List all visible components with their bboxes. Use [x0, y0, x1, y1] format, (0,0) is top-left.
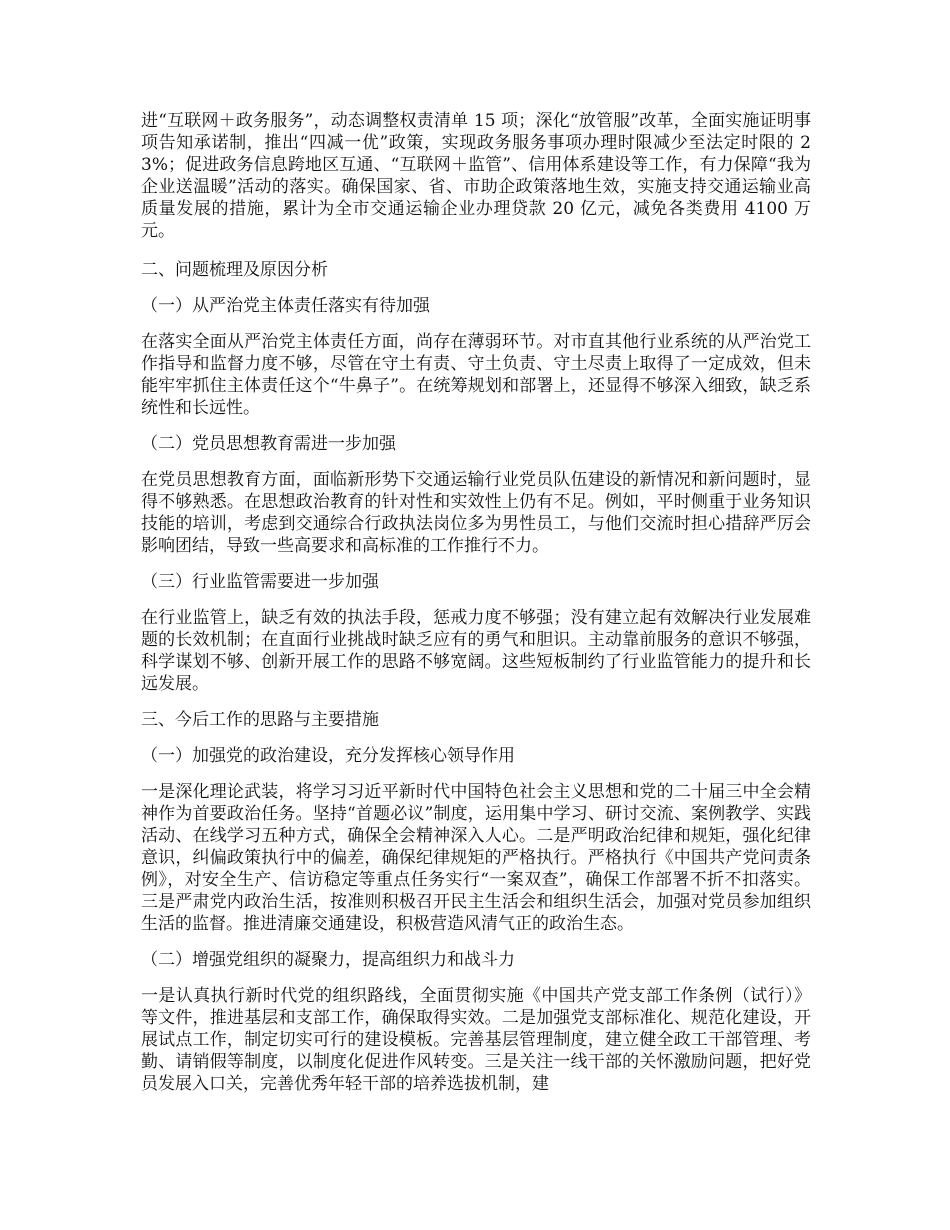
section-heading-problems: 二、问题梳理及原因分析 [141, 260, 328, 280]
paragraph-party-responsibility: 在落实全面从严治党主体责任方面，尚存在薄弱环节。对市直其他行业系统的从严治党工作指导和监督力度不够，尽管在守土有责、守土负责、守土尽责上取得了一定成效，但未能牢牢抓住主体责任这个“牛鼻子”。在统筹规划和部署上，还显得不够深入细致，缺乏系统性和长远性。 [141, 332, 811, 418]
document-page [141, 110, 811, 1109]
section-heading-future-measures: 三、今后工作的思路与主要措施 [141, 710, 379, 730]
paragraph-ideological-education: 在党员思想教育方面，面临新形势下交通运输行业党员队伍建设的新情况和新问题时，显得不够熟悉。在思想政治教育的针对性和实效性上仍有不足。例如，平时侧重于业务知识技能的培训，考虑到交通综合行政执法岗位多为男性员工，与他们交流时担心措辞严厉会影响团结，导致一些高要求和高标准的工作推行不力。 [141, 470, 811, 556]
subheading-organization-cohesion: （二）增强党组织的凝聚力，提高组织力和战斗力 [141, 950, 515, 970]
paragraph-government-services: 进“互联网＋政务服务”，动态调整权责清单 15 项；深化“放管服”改革，全面实施证明事项告知承诺制，推出“四减一优”政策，实现政务服务事项办理时限减少至法定时限的 23%；促进政务信息跨地区互通、“互联网＋监管”、信用体系建设等工作，有力保障“我为企业送温暖”活动的落实。确保国家、省、市助企政策落地生效，实施支持交通运输业高质量发展的措施，累计为全市交通运输企业办理贷款 20 亿元，减免各类费用 4100 万元。 [141, 111, 811, 241]
subheading-political-construction: （一）加强党的政治建设，充分发挥核心领导作用 [141, 746, 515, 766]
subheading-ideological-education: （二）党员思想教育需进一步加强 [141, 434, 396, 454]
paragraph-organization-cohesion: 一是认真执行新时代党的组织路线，全面贯彻实施《中国共产党支部工作条例（试行）》等文件，推进基层和支部工作，确保取得实效。二是加强党支部标准化、规范化建设，开展试点工作，制定切实可行的建设模板。完善基层管理制度，建立健全政工干部管理、考勤、请销假等制度，以制度化促进作风转变。三是关注一线干部的关怀激励问题，把好党员发展入口关，完善优秀年轻干部的培养选拔机制，建 [141, 986, 811, 1094]
subheading-industry-supervision: （三）行业监管需要进一步加强 [141, 572, 379, 592]
subheading-party-responsibility: （一）从严治党主体责任落实有待加强 [141, 296, 430, 316]
paragraph-industry-supervision: 在行业监管上，缺乏有效的执法手段，惩戒力度不够强；没有建立起有效解决行业发展难题的长效机制；在直面行业挑战时缺乏应有的勇气和胆识。主动靠前服务的意识不够强，科学谋划不够、创新开展工作的思路不够宽阔。这些短板制约了行业监管能力的提升和长远发展。 [141, 608, 811, 694]
paragraph-political-construction: 一是深化理论武装，将学习习近平新时代中国特色社会主义思想和党的二十届三中全会精神作为首要政治任务。坚持“首题必议”制度，运用集中学习、研讨交流、案例教学、实践活动、在线学习五种方式，确保全会精神深入人心。二是严明政治纪律和规矩，强化纪律意识，纠偏政策执行中的偏差，确保纪律规矩的严格执行。严格执行《中国共产党问责条例》，对安全生产、信访稳定等重点任务实行“一案双查”，确保工作部署不折不扣落实。三是严肃党内政治生活，按准则积极召开民主生活会和组织生活会，加强对党员参加组织生活的监督。推进清廉交通建设，积极营造风清气正的政治生态。 [141, 782, 811, 934]
